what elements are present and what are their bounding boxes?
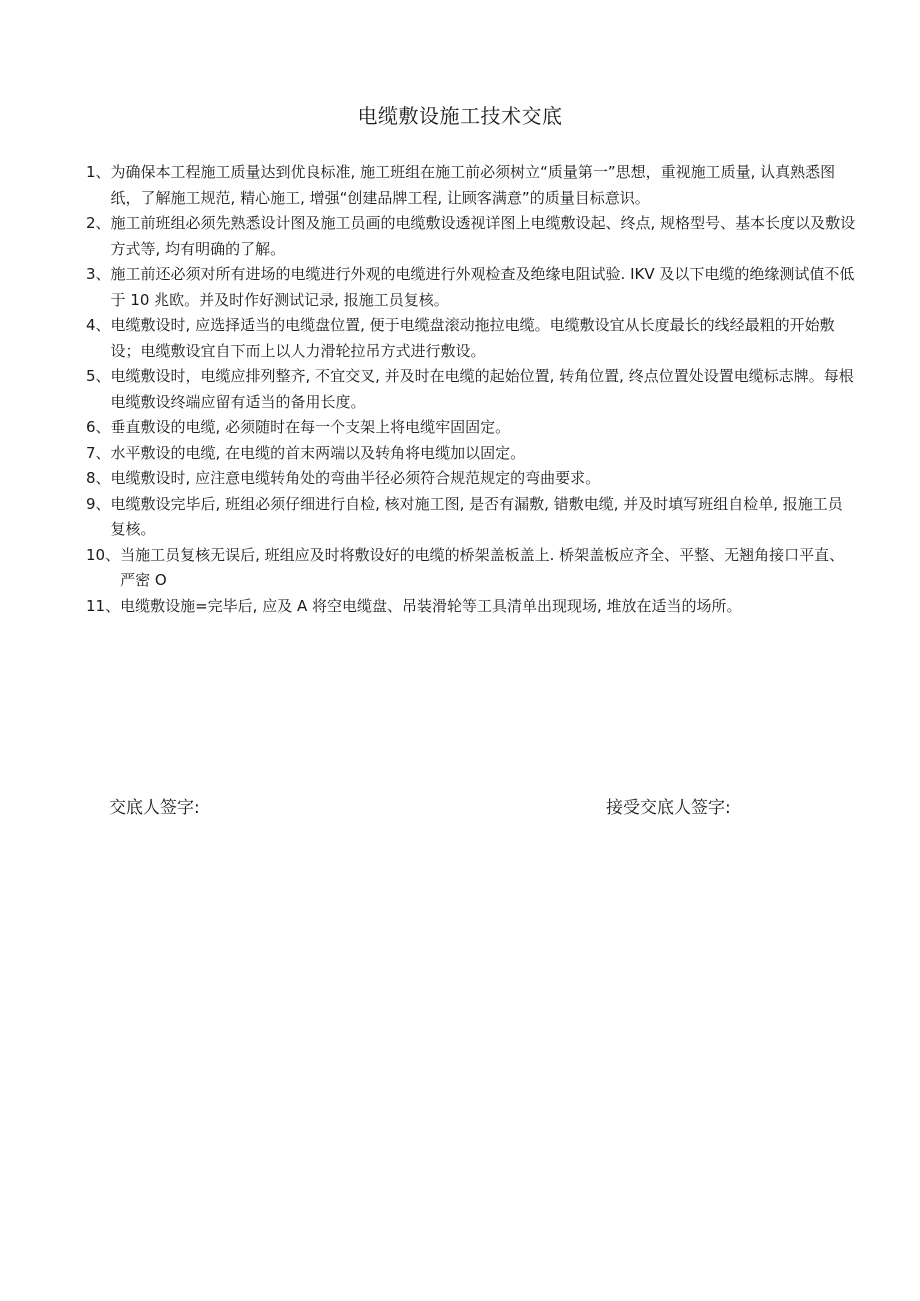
list-item	[86, 160, 856, 211]
list-item	[86, 364, 856, 415]
item-text: 当施工员复核无误后, 班组应及时将敷设好的电缆的桥架盖板盖上. 桥架盖板应齐全、平整、无翘角接口平直、严密 O	[120, 545, 845, 589]
document-title: 电缆敷设施工技术交底	[357, 104, 563, 128]
item-number: 8、	[86, 469, 111, 487]
item-number: 7、	[86, 443, 111, 462]
list-item	[86, 543, 856, 594]
list-item	[86, 262, 856, 313]
item-text: 电缆敷设施=完毕后, 应及 A 将空电缆盘、吊装滑轮等工具清单出现现场, 堆放在适当的场所。	[120, 596, 742, 615]
item-text: 施工前还必须对所有进场的电缆进行外观的电缆进行外观检查及绝缘电阻试验. IKV 及以下电缆的绝缘测试值不低于 10 兆欧。并及时作好测试记录, 报施工员复核。	[110, 265, 855, 309]
item-text: 水平敷设的电缆, 在电缆的首末两端以及转角将电缆加以固定。	[110, 443, 526, 462]
item-text: 电缆敷设时, 应选择适当的电缆盘位置, 便于电缆盘滚动拖拉电缆。电缆敷设宜从长度最长的线经最粗的开始敷设；电缆敷设宜自下而上以人力滑轮拉吊方式进行敷设。	[110, 316, 835, 360]
item-number: 4、	[86, 316, 111, 334]
item-number: 2、	[86, 214, 111, 232]
item-number: 5、	[86, 367, 111, 385]
item-number: 6、	[86, 418, 111, 436]
item-number: 1、	[86, 163, 111, 181]
item-text: 垂直敷设的电缆, 必须随时在每一个支架上将电缆牢固固定。	[110, 418, 511, 436]
list-item	[86, 415, 856, 441]
signature-label-presenter: 交底人签字:	[109, 798, 200, 818]
item-text: 电缆敷设时, 应注意电缆转角处的弯曲半径必须符合规范规定的弯曲要求。	[110, 469, 601, 487]
item-text: 电缆敷设完毕后, 班组必须仔细进行自检, 核对施工图, 是否有漏敷, 错敷电缆, 并及时填写班组自检单, 报施工员复核。	[110, 494, 843, 538]
item-text: 施工前班组必须先熟悉设计图及施工员画的电缆敷设透视详图上电缆敷设起、终点, 规格型号、基本长度以及敷设方式等, 均有明确的了解。	[110, 214, 856, 258]
list-item	[86, 211, 856, 262]
signature-label-recipient: 接受交底人签字:	[606, 798, 731, 818]
list-item	[86, 441, 856, 467]
list-item	[86, 466, 856, 492]
item-number: 9、	[86, 494, 111, 513]
instruction-list	[86, 160, 856, 619]
list-item	[86, 313, 856, 364]
list-item	[86, 594, 856, 620]
item-text: 为确保本工程施工质量达到优良标准, 施工班组在施工前必须树立“质量第一”思想，重视施工质量, 认真熟悉图纸，了解施工规范, 精心施工, 增强“创建品牌工程, 让顾客满意”的质量目标意识。	[110, 163, 836, 207]
item-number: 10、	[86, 545, 121, 564]
item-number: 11、	[86, 596, 121, 615]
item-number: 3、	[86, 265, 111, 283]
item-text: 电缆敷设时，电缆应排列整齐, 不宜交叉, 并及时在电缆的起始位置, 转角位置, 终点位置处设置电缆标志牌。每根电缆敷设终端应留有适当的备用长度。	[110, 367, 854, 411]
list-item	[86, 492, 856, 543]
